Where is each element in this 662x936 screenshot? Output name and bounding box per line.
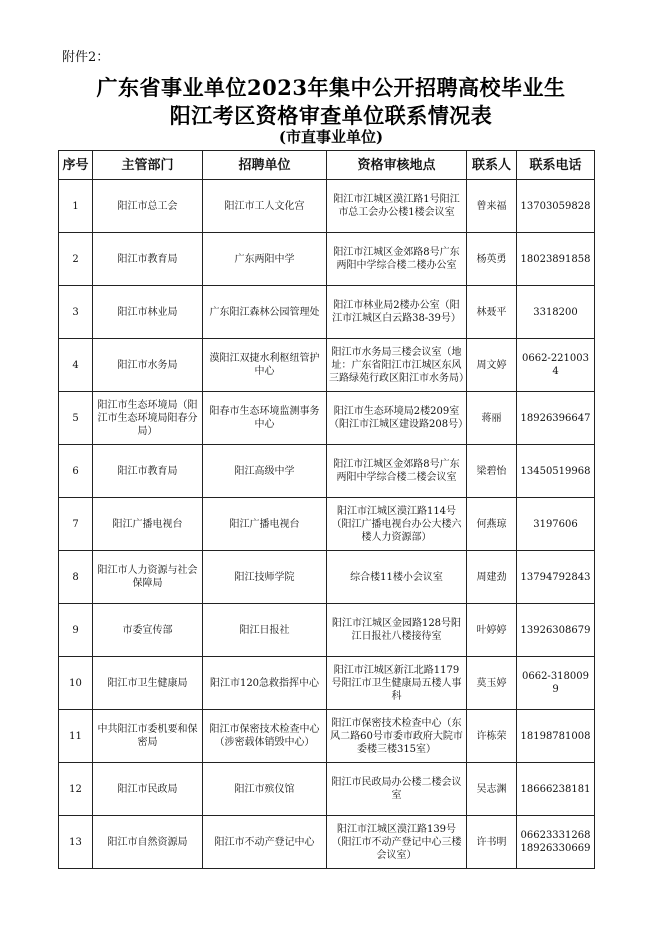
cell-no: 1 (59, 180, 93, 233)
table-row (59, 339, 595, 392)
table-row (59, 816, 595, 869)
header-phone: 联系电话 (517, 151, 595, 180)
cell-contact: 曾来福 (467, 180, 517, 233)
cell-unit: 阳江高级中学 (203, 445, 327, 498)
cell-phone: 13794792843 (517, 551, 595, 604)
cell-contact: 杨英勇 (467, 233, 517, 286)
cell-dept: 阳江市教育局 (93, 445, 203, 498)
cell-place: 阳江市江城区金园路128号阳江日报社八楼接待室 (327, 604, 467, 657)
cell-place: 阳江市江城区漠江路139号（阳江市不动产登记中心三楼会议室） (327, 816, 467, 869)
table-row (59, 498, 595, 551)
cell-dept: 阳江市卫生健康局 (93, 657, 203, 710)
cell-no: 9 (59, 604, 93, 657)
contact-table (58, 150, 595, 869)
cell-place: 阳江市江城区金郊路8号广东两阳中学综合楼二楼办公室 (327, 233, 467, 286)
cell-no: 6 (59, 445, 93, 498)
cell-no: 11 (59, 710, 93, 763)
cell-place: 阳江市江城区漠江路1号阳江市总工会办公楼1楼会议室 (327, 180, 467, 233)
cell-dept: 阳江市人力资源与社会保障局 (93, 551, 203, 604)
cell-phone: 06623331268 18926330669 (517, 816, 595, 869)
cell-contact: 梁碧怡 (467, 445, 517, 498)
table-row (59, 286, 595, 339)
cell-contact: 何燕琼 (467, 498, 517, 551)
cell-place: 综合楼11楼小会议室 (327, 551, 467, 604)
cell-dept: 阳江市林业局 (93, 286, 203, 339)
table-header-row (59, 151, 595, 180)
cell-contact: 林聂平 (467, 286, 517, 339)
cell-unit: 阳春市生态环境监测事务中心 (203, 392, 327, 445)
table-row (59, 763, 595, 816)
table-row (59, 604, 595, 657)
cell-unit: 阳江日报社 (203, 604, 327, 657)
cell-unit: 阳江市殡仪馆 (203, 763, 327, 816)
header-unit: 招聘单位 (203, 151, 327, 180)
cell-phone: 0662-3180099 (517, 657, 595, 710)
cell-no: 8 (59, 551, 93, 604)
cell-no: 13 (59, 816, 93, 869)
header-dept: 主管部门 (93, 151, 203, 180)
table-body (59, 180, 595, 869)
cell-dept: 阳江市教育局 (93, 233, 203, 286)
cell-dept: 阳江市生态环境局（阳江市生态环境局阳春分局） (93, 392, 203, 445)
cell-phone: 3318200 (517, 286, 595, 339)
header-contact: 联系人 (467, 151, 517, 180)
cell-phone: 3197606 (517, 498, 595, 551)
cell-dept: 阳江市民政局 (93, 763, 203, 816)
cell-dept: 阳江广播电视台 (93, 498, 203, 551)
cell-unit: 阳江市工人文化宫 (203, 180, 327, 233)
table-row (59, 392, 595, 445)
cell-place: 阳江市林业局2楼办公室（阳江市江城区白云路38-39号） (327, 286, 467, 339)
header-place: 资格审核地点 (327, 151, 467, 180)
cell-no: 7 (59, 498, 93, 551)
cell-no: 4 (59, 339, 93, 392)
table-row (59, 551, 595, 604)
cell-unit: 漠阳江双捷水利枢纽管护中心 (203, 339, 327, 392)
cell-place: 阳江市保密技术检查中心（东风二路60号市委市政府大院市委楼三楼315室） (327, 710, 467, 763)
cell-unit: 阳江市120急救指挥中心 (203, 657, 327, 710)
cell-place: 阳江市江城区漠江路114号（阳江广播电视台办公大楼六楼人力资源部） (327, 498, 467, 551)
header-no: 序号 (59, 151, 93, 180)
cell-unit: 广东阳江森林公园管理处 (203, 286, 327, 339)
cell-contact: 莫玉婷 (467, 657, 517, 710)
cell-no: 12 (59, 763, 93, 816)
cell-contact: 许书明 (467, 816, 517, 869)
cell-dept: 市委宣传部 (93, 604, 203, 657)
cell-no: 3 (59, 286, 93, 339)
cell-place: 阳江市水务局三楼会议室（地址：广东省阳江市江城区东风三路绿苑行政区阳江市水务局） (327, 339, 467, 392)
cell-unit: 广东两阳中学 (203, 233, 327, 286)
document-subtitle: (市直事业单位) (278, 128, 384, 146)
cell-phone: 18198781008 (517, 710, 595, 763)
cell-place: 阳江市江城区金郊路8号广东两阳中学综合楼二楼会议室 (327, 445, 467, 498)
cell-phone: 13450519968 (517, 445, 595, 498)
cell-place: 阳江市江城区新江北路1179号阳江市卫生健康局五楼人事科 (327, 657, 467, 710)
table-row (59, 180, 595, 233)
cell-contact: 吴志渊 (467, 763, 517, 816)
cell-place: 阳江市民政局办公楼二楼会议室 (327, 763, 467, 816)
cell-dept: 阳江市水务局 (93, 339, 203, 392)
cell-no: 10 (59, 657, 93, 710)
document-title-line2: 阳江考区资格审查单位联系情况表 (169, 103, 493, 128)
cell-contact: 周建劲 (467, 551, 517, 604)
cell-unit: 阳江市不动产登记中心 (203, 816, 327, 869)
document-title-line1: 广东省事业单位2023年集中公开招聘高校毕业生 (96, 75, 566, 100)
cell-phone: 18666238181 (517, 763, 595, 816)
table-row (59, 657, 595, 710)
cell-no: 2 (59, 233, 93, 286)
table-row (59, 445, 595, 498)
table-row (59, 710, 595, 763)
cell-dept: 阳江市总工会 (93, 180, 203, 233)
cell-contact: 蒋丽 (467, 392, 517, 445)
cell-contact: 许栋荣 (467, 710, 517, 763)
cell-unit: 阳江技师学院 (203, 551, 327, 604)
table-row (59, 233, 595, 286)
cell-phone: 13703059828 (517, 180, 595, 233)
cell-unit: 阳江广播电视台 (203, 498, 327, 551)
cell-dept: 阳江市自然资源局 (93, 816, 203, 869)
cell-phone: 0662-2210034 (517, 339, 595, 392)
cell-contact: 叶婷婷 (467, 604, 517, 657)
cell-phone: 18926396647 (517, 392, 595, 445)
cell-phone: 13926308679 (517, 604, 595, 657)
cell-contact: 周文婷 (467, 339, 517, 392)
cell-no: 5 (59, 392, 93, 445)
cell-phone: 18023891858 (517, 233, 595, 286)
cell-place: 阳江市生态环境局2楼209室（阳江市江城区建设路208号） (327, 392, 467, 445)
attachment-label: 附件2： (62, 50, 110, 65)
cell-dept: 中共阳江市委机要和保密局 (93, 710, 203, 763)
cell-unit: 阳江市保密技术检查中心（涉密载体销毁中心） (203, 710, 327, 763)
